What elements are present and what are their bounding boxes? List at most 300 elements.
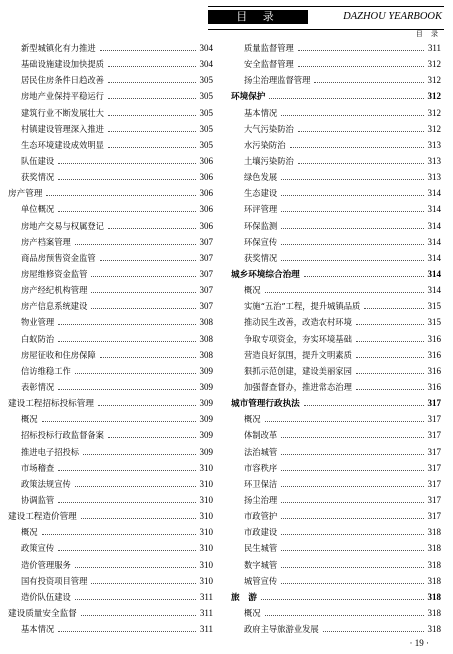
toc-entry[interactable] — [231, 331, 441, 347]
toc-page-number: 317 — [427, 446, 441, 457]
leader-dots — [265, 614, 424, 616]
leader-dots — [364, 307, 423, 309]
toc-entry-title: 基础设施建设加快提质 — [21, 59, 104, 70]
toc-entry-title: 政策宣传 — [21, 543, 55, 554]
toc-page-number: 313 — [427, 139, 441, 150]
toc-entry[interactable] — [8, 621, 213, 637]
toc-entry-title: 商品房预售资金监管 — [21, 252, 96, 263]
leader-dots — [281, 517, 423, 519]
toc-page-number: 314 — [427, 220, 441, 231]
leader-dots — [281, 436, 423, 438]
leader-dots — [281, 178, 423, 180]
leader-dots — [58, 501, 195, 503]
toc-entry-title: 土壤污染防治 — [244, 156, 294, 167]
toc-entry[interactable] — [8, 314, 213, 330]
toc-entry-title: 政策法规宣传 — [21, 478, 71, 489]
toc-entry-title: 概况 — [244, 285, 261, 296]
toc-entry-title: 大气污染防治 — [244, 123, 294, 134]
toc-entry[interactable] — [231, 153, 441, 169]
toc-entry-title: 争取专项资金，夯实环境基础 — [244, 333, 352, 344]
leader-dots — [281, 243, 423, 245]
toc-page-number: 306 — [199, 204, 213, 215]
leader-dots — [58, 388, 195, 390]
toc-entry[interactable] — [231, 476, 441, 492]
toc-entry[interactable] — [8, 540, 213, 556]
toc-entry-title: 房产管理 — [8, 189, 43, 200]
toc-page-number: 307 — [199, 252, 213, 263]
toc-entry[interactable] — [8, 411, 213, 427]
toc-entry[interactable] — [8, 40, 213, 56]
toc-section-heading[interactable] — [8, 185, 213, 201]
toc-page-number: 311 — [199, 624, 213, 635]
leader-dots — [281, 227, 423, 229]
toc-entry[interactable] — [8, 557, 213, 573]
leader-dots — [75, 372, 196, 374]
toc-page-number: 318 — [427, 575, 441, 586]
leader-dots — [290, 146, 424, 148]
toc-entry[interactable] — [231, 201, 441, 217]
leader-dots — [108, 81, 196, 83]
toc-page-number: 317 — [427, 398, 441, 409]
toc-entry-title: 推动民生改善，改造农村环境 — [244, 317, 352, 328]
toc-entry[interactable] — [231, 492, 441, 508]
toc-page-number: 314 — [427, 236, 441, 247]
toc-entry[interactable] — [8, 105, 213, 121]
toc-page-number: 314 — [427, 204, 441, 215]
toc-entry[interactable] — [231, 40, 441, 56]
toc-page-number: 313 — [427, 156, 441, 167]
toc-entry-title: 队伍建设 — [21, 156, 55, 167]
leader-dots — [281, 533, 423, 535]
leader-dots — [298, 130, 424, 132]
leader-dots — [108, 130, 196, 132]
leader-dots — [304, 404, 424, 406]
toc-entry-title: 旅 游 — [231, 592, 257, 603]
toc-page-number: 318 — [427, 607, 441, 618]
toc-entry[interactable] — [8, 56, 213, 72]
toc-page-number: 313 — [427, 172, 441, 183]
toc-entry[interactable] — [231, 121, 441, 137]
toc-entry-title: 市政建设 — [244, 527, 278, 538]
toc-page-number: 305 — [199, 123, 213, 134]
toc-column-left — [8, 40, 213, 637]
toc-page-number: 314 — [427, 269, 441, 280]
toc-entry[interactable] — [231, 573, 441, 589]
leader-dots — [91, 582, 195, 584]
toc-entry[interactable] — [231, 185, 441, 201]
toc-section-heading[interactable] — [231, 589, 441, 605]
header-subtitle: 目 录 — [415, 30, 441, 38]
toc-page-number: 309 — [199, 446, 213, 457]
leader-dots — [281, 194, 423, 196]
toc-entry-title: 造价队伍建设 — [21, 591, 71, 602]
toc-entry[interactable] — [8, 363, 213, 379]
toc-page-number: 316 — [427, 349, 441, 360]
toc-entry[interactable] — [231, 105, 441, 121]
toc-entry-title: 城乡环境综合治理 — [231, 270, 300, 281]
toc-entry-title: 物业管理 — [21, 317, 55, 328]
leader-dots — [75, 485, 196, 487]
toc-entry[interactable] — [231, 557, 441, 573]
toc-entry-title: 环评管理 — [244, 204, 278, 215]
toc-entry[interactable] — [8, 121, 213, 137]
toc-entry-title: 生态环境建设成效明显 — [21, 139, 104, 150]
toc-page-number: 312 — [427, 123, 441, 134]
toc-page-number: 306 — [199, 188, 213, 199]
leader-dots — [314, 81, 423, 83]
toc-entry[interactable] — [8, 347, 213, 363]
toc-page-number: 304 — [199, 59, 213, 70]
toc-page-number: 309 — [199, 382, 213, 393]
toc-page-number: 311 — [199, 607, 213, 618]
toc-entry[interactable] — [231, 411, 441, 427]
toc-page-number: 310 — [199, 527, 213, 538]
leader-dots — [75, 566, 196, 568]
toc-entry-title: 白蚁防治 — [21, 333, 55, 344]
leader-dots — [298, 65, 424, 67]
leader-dots — [98, 404, 196, 406]
toc-entry[interactable] — [8, 234, 213, 250]
leader-dots — [281, 566, 423, 568]
leader-dots — [58, 469, 195, 471]
leader-dots — [281, 259, 423, 261]
toc-page-number: 312 — [427, 91, 441, 102]
toc-entry-title: 市场稽查 — [21, 462, 55, 473]
toc-page-number: 305 — [199, 139, 213, 150]
toc-entry-title: 狠抓示范创建，建设美丽家园 — [244, 365, 352, 376]
toc-entry-title: 房产信息系统建设 — [21, 301, 88, 312]
toc-entry-title: 建设质量安全监督 — [8, 608, 77, 619]
toc-entry[interactable] — [8, 266, 213, 282]
leader-dots — [108, 97, 196, 99]
toc-entry[interactable] — [231, 379, 441, 395]
leader-dots — [108, 227, 196, 229]
toc-entry[interactable] — [231, 540, 441, 556]
toc-page-number: 304 — [199, 43, 213, 54]
toc-entry-title: 表彰情况 — [21, 382, 55, 393]
toc-page-number: 314 — [427, 188, 441, 199]
toc-entry[interactable] — [231, 460, 441, 476]
toc-entry-title: 城管宣传 — [244, 575, 278, 586]
toc-page-number: 309 — [199, 398, 213, 409]
leader-dots — [281, 549, 423, 551]
leader-dots — [281, 453, 423, 455]
toc-entry-title: 加强督查督办，推进常态治理 — [244, 382, 352, 393]
toc-entry-title: 概况 — [21, 414, 38, 425]
toc-page-number: 308 — [199, 349, 213, 360]
toc-entry-title: 获奖情况 — [21, 172, 55, 183]
toc-entry-title: 居民住房条件日趋改善 — [21, 75, 104, 86]
toc-page-number: 315 — [427, 317, 441, 328]
toc-entry-title: 市容秩序 — [244, 462, 278, 473]
leader-dots — [81, 614, 196, 616]
toc-page-number: 316 — [427, 365, 441, 376]
leader-dots — [75, 243, 196, 245]
toc-entry-title: 数字城管 — [244, 559, 278, 570]
toc-entry-title: 房屋维修资金监管 — [21, 269, 88, 280]
toc-entry[interactable] — [231, 444, 441, 460]
leader-dots — [281, 210, 423, 212]
leader-dots — [356, 323, 424, 325]
toc-entry[interactable] — [8, 88, 213, 104]
toc-entry[interactable] — [231, 169, 441, 185]
toc-section-heading[interactable] — [231, 395, 441, 411]
toc-page-number: 305 — [199, 91, 213, 102]
leader-dots — [261, 598, 424, 600]
toc-page-number: 312 — [427, 75, 441, 86]
toc-page-number: 317 — [427, 511, 441, 522]
toc-entry-title: 概况 — [244, 607, 261, 618]
toc-entry-title: 政府主导旅游业发展 — [244, 624, 319, 635]
toc-page-number: 309 — [199, 430, 213, 441]
toc-page-number: 318 — [427, 543, 441, 554]
toc-entry[interactable] — [8, 331, 213, 347]
toc-entry-title: 基本情况 — [244, 107, 278, 118]
toc-entry-title: 推进电子招投标 — [21, 446, 80, 457]
leader-dots — [81, 517, 196, 519]
page-number: · 19 · — [409, 638, 429, 648]
toc-page-number: 314 — [427, 285, 441, 296]
toc-entry-title: 房产经纪机构管理 — [21, 285, 88, 296]
toc-page-number: 306 — [199, 172, 213, 183]
toc-entry[interactable] — [8, 444, 213, 460]
leader-dots — [323, 630, 424, 632]
toc-page-number: 311 — [199, 591, 213, 602]
toc-page-number: 307 — [199, 269, 213, 280]
toc-page-number: 316 — [427, 333, 441, 344]
toc-column-right — [231, 40, 441, 637]
leader-dots — [298, 49, 424, 51]
toc-entry-title: 扬尘治理监督管理 — [244, 75, 311, 86]
toc-page-number: 318 — [427, 591, 441, 602]
leader-dots — [58, 630, 196, 632]
toc-entry[interactable] — [231, 234, 441, 250]
leader-dots — [100, 356, 196, 358]
toc-page-number: 306 — [199, 156, 213, 167]
toc-section-heading[interactable] — [8, 605, 213, 621]
toc-page-number: 315 — [427, 301, 441, 312]
leader-dots — [100, 49, 196, 51]
toc-entry-title: 建设工程招标投标管理 — [8, 399, 94, 410]
toc-entry-title: 环保宣传 — [244, 236, 278, 247]
leader-dots — [75, 598, 196, 600]
leader-dots — [304, 275, 424, 277]
leader-dots — [100, 259, 196, 261]
toc-entry-title: 市政管护 — [244, 511, 278, 522]
header-title: 目 录 — [208, 10, 308, 24]
toc-page-number: 314 — [427, 252, 441, 263]
toc-page-number: 310 — [199, 559, 213, 570]
toc-entry[interactable] — [8, 153, 213, 169]
toc-page-number: 306 — [199, 220, 213, 231]
toc-entry-title: 房屋征收和住房保障 — [21, 349, 96, 360]
toc-entry-title: 房产档案管理 — [21, 236, 71, 247]
toc-entry[interactable] — [231, 314, 441, 330]
toc-entry-title: 协调监管 — [21, 495, 55, 505]
toc-entry-title: 实施“五治”工程，提升城镇品质 — [244, 301, 361, 312]
toc-entry-title: 基本情况 — [21, 624, 55, 635]
toc-entry-title: 房地产业保持平稳运行 — [21, 91, 104, 102]
toc-page-number: 317 — [427, 478, 441, 489]
toc-entry-title: 环卫保洁 — [244, 478, 278, 489]
leader-dots — [269, 97, 423, 99]
leader-dots — [108, 65, 196, 67]
toc-entry[interactable] — [231, 524, 441, 540]
toc-entry[interactable] — [8, 218, 213, 234]
toc-page-number: 312 — [427, 107, 441, 118]
toc-entry-title: 招标投标行政监督备案 — [21, 430, 104, 441]
toc-entry-title: 环境保护 — [231, 92, 266, 103]
leader-dots — [42, 420, 196, 422]
toc-entry-title: 扬尘治理 — [244, 495, 278, 505]
toc-entry-title: 民生城管 — [244, 543, 278, 554]
toc-entry-title: 国有投资项目管理 — [21, 575, 88, 586]
toc-page-number: 307 — [199, 236, 213, 247]
toc-entry-title: 概况 — [21, 527, 38, 538]
toc-entry[interactable] — [231, 218, 441, 234]
toc-entry[interactable] — [8, 282, 213, 298]
toc-page-number: 317 — [427, 495, 441, 505]
leader-dots — [108, 436, 196, 438]
toc-entry[interactable] — [8, 201, 213, 217]
toc-entry-title: 信访维稳工作 — [21, 365, 71, 376]
toc-page-number: 307 — [199, 301, 213, 312]
leader-dots — [83, 453, 195, 455]
toc-entry[interactable] — [231, 56, 441, 72]
toc-entry-title: 获奖情况 — [244, 252, 278, 263]
leader-dots — [91, 275, 195, 277]
leader-dots — [281, 485, 423, 487]
toc-entry[interactable] — [231, 72, 441, 88]
toc-entry-title: 质量监督管理 — [244, 43, 294, 54]
leader-dots — [356, 356, 424, 358]
toc-entry-title: 概况 — [244, 414, 261, 425]
toc-entry[interactable] — [231, 427, 441, 443]
leader-dots — [281, 114, 423, 116]
toc-entry-title: 村镇建设管理深入推进 — [21, 123, 104, 134]
toc-entry[interactable] — [8, 169, 213, 185]
toc-entry-title: 新型城镇化有力推进 — [21, 43, 96, 54]
toc-page-number: 318 — [427, 624, 441, 635]
toc-page-number: 308 — [199, 333, 213, 344]
leader-dots — [91, 307, 195, 309]
toc-entry[interactable] — [8, 379, 213, 395]
toc-entry[interactable] — [231, 347, 441, 363]
toc-page-number: 317 — [427, 430, 441, 441]
toc-page-number: 316 — [427, 382, 441, 393]
leader-dots — [58, 340, 195, 342]
toc-entry[interactable] — [231, 363, 441, 379]
toc-page-number: 312 — [427, 59, 441, 70]
leader-dots — [298, 162, 424, 164]
toc-entry-title: 建筑行业不断发展壮大 — [21, 107, 104, 118]
toc-entry[interactable] — [8, 427, 213, 443]
toc-entry[interactable] — [8, 137, 213, 153]
toc-entry[interactable] — [231, 621, 441, 637]
header-english-title: DAZHOU YEARBOOK — [343, 11, 442, 22]
toc-page-number: 310 — [199, 511, 213, 522]
toc-page-number: 309 — [199, 365, 213, 376]
leader-dots — [356, 372, 424, 374]
toc-entry[interactable] — [8, 524, 213, 540]
toc-page-number: 310 — [199, 543, 213, 554]
toc-entry-title: 造价管理服务 — [21, 559, 71, 570]
leader-dots — [108, 114, 196, 116]
leader-dots — [281, 501, 423, 503]
toc-section-heading[interactable] — [231, 266, 441, 282]
leader-dots — [58, 210, 195, 212]
toc-page-number: 318 — [427, 527, 441, 538]
toc-entry[interactable] — [8, 476, 213, 492]
toc-page-number: 307 — [199, 285, 213, 296]
toc-entry-title: 单位概况 — [21, 204, 55, 215]
leader-dots — [58, 549, 195, 551]
toc-entry-title: 安全监督管理 — [244, 59, 294, 70]
toc-entry-title: 城市管理行政执法 — [231, 399, 300, 410]
toc-entry[interactable] — [231, 508, 441, 524]
toc-page-number: 310 — [199, 575, 213, 586]
toc-entry-title: 环保监测 — [244, 220, 278, 231]
toc-page-number: 305 — [199, 107, 213, 118]
toc-entry-title: 绿色发展 — [244, 172, 278, 183]
toc-page-number: 317 — [427, 414, 441, 425]
leader-dots — [91, 291, 195, 293]
toc-entry[interactable] — [8, 573, 213, 589]
toc-page-number: 310 — [199, 495, 213, 505]
toc-entry[interactable] — [8, 298, 213, 314]
leader-dots — [46, 194, 195, 196]
toc-entry-title: 水污染防治 — [244, 139, 286, 150]
toc-entry-title: 体制改革 — [244, 430, 278, 441]
toc-page-number: 317 — [427, 462, 441, 473]
toc-section-heading[interactable] — [8, 395, 213, 411]
toc-page-number: 310 — [199, 478, 213, 489]
toc-entry[interactable] — [8, 460, 213, 476]
toc-entry[interactable] — [8, 250, 213, 266]
leader-dots — [281, 582, 423, 584]
toc-entry[interactable] — [231, 282, 441, 298]
toc-entry[interactable] — [231, 298, 441, 314]
toc-page-number: 309 — [199, 414, 213, 425]
leader-dots — [42, 533, 196, 535]
toc-entry-title: 房地产交易与权属登记 — [21, 220, 104, 231]
leader-dots — [265, 420, 424, 422]
toc-entry[interactable] — [8, 72, 213, 88]
leader-dots — [108, 146, 196, 148]
toc-entry-title: 建设工程造价管理 — [8, 512, 77, 523]
toc-page-number: 311 — [427, 43, 441, 54]
leader-dots — [265, 291, 424, 293]
toc-entry[interactable] — [8, 589, 213, 605]
toc-entry[interactable] — [231, 137, 441, 153]
toc-entry[interactable] — [231, 250, 441, 266]
toc-section-heading[interactable] — [8, 508, 213, 524]
toc-entry-title: 营造良好氛围，提升文明素质 — [244, 349, 352, 360]
toc-entry[interactable] — [8, 492, 213, 508]
leader-dots — [356, 388, 424, 390]
toc-entry-title: 生态建设 — [244, 188, 278, 199]
toc-page-number: 310 — [199, 462, 213, 473]
leader-dots — [281, 469, 423, 471]
toc-section-heading[interactable] — [231, 88, 441, 104]
toc-page-number: 305 — [199, 75, 213, 86]
leader-dots — [58, 162, 195, 164]
leader-dots — [356, 340, 424, 342]
toc-entry-title: 法治城管 — [244, 446, 278, 457]
running-header — [208, 6, 444, 30]
leader-dots — [58, 178, 195, 180]
toc-entry[interactable] — [231, 605, 441, 621]
